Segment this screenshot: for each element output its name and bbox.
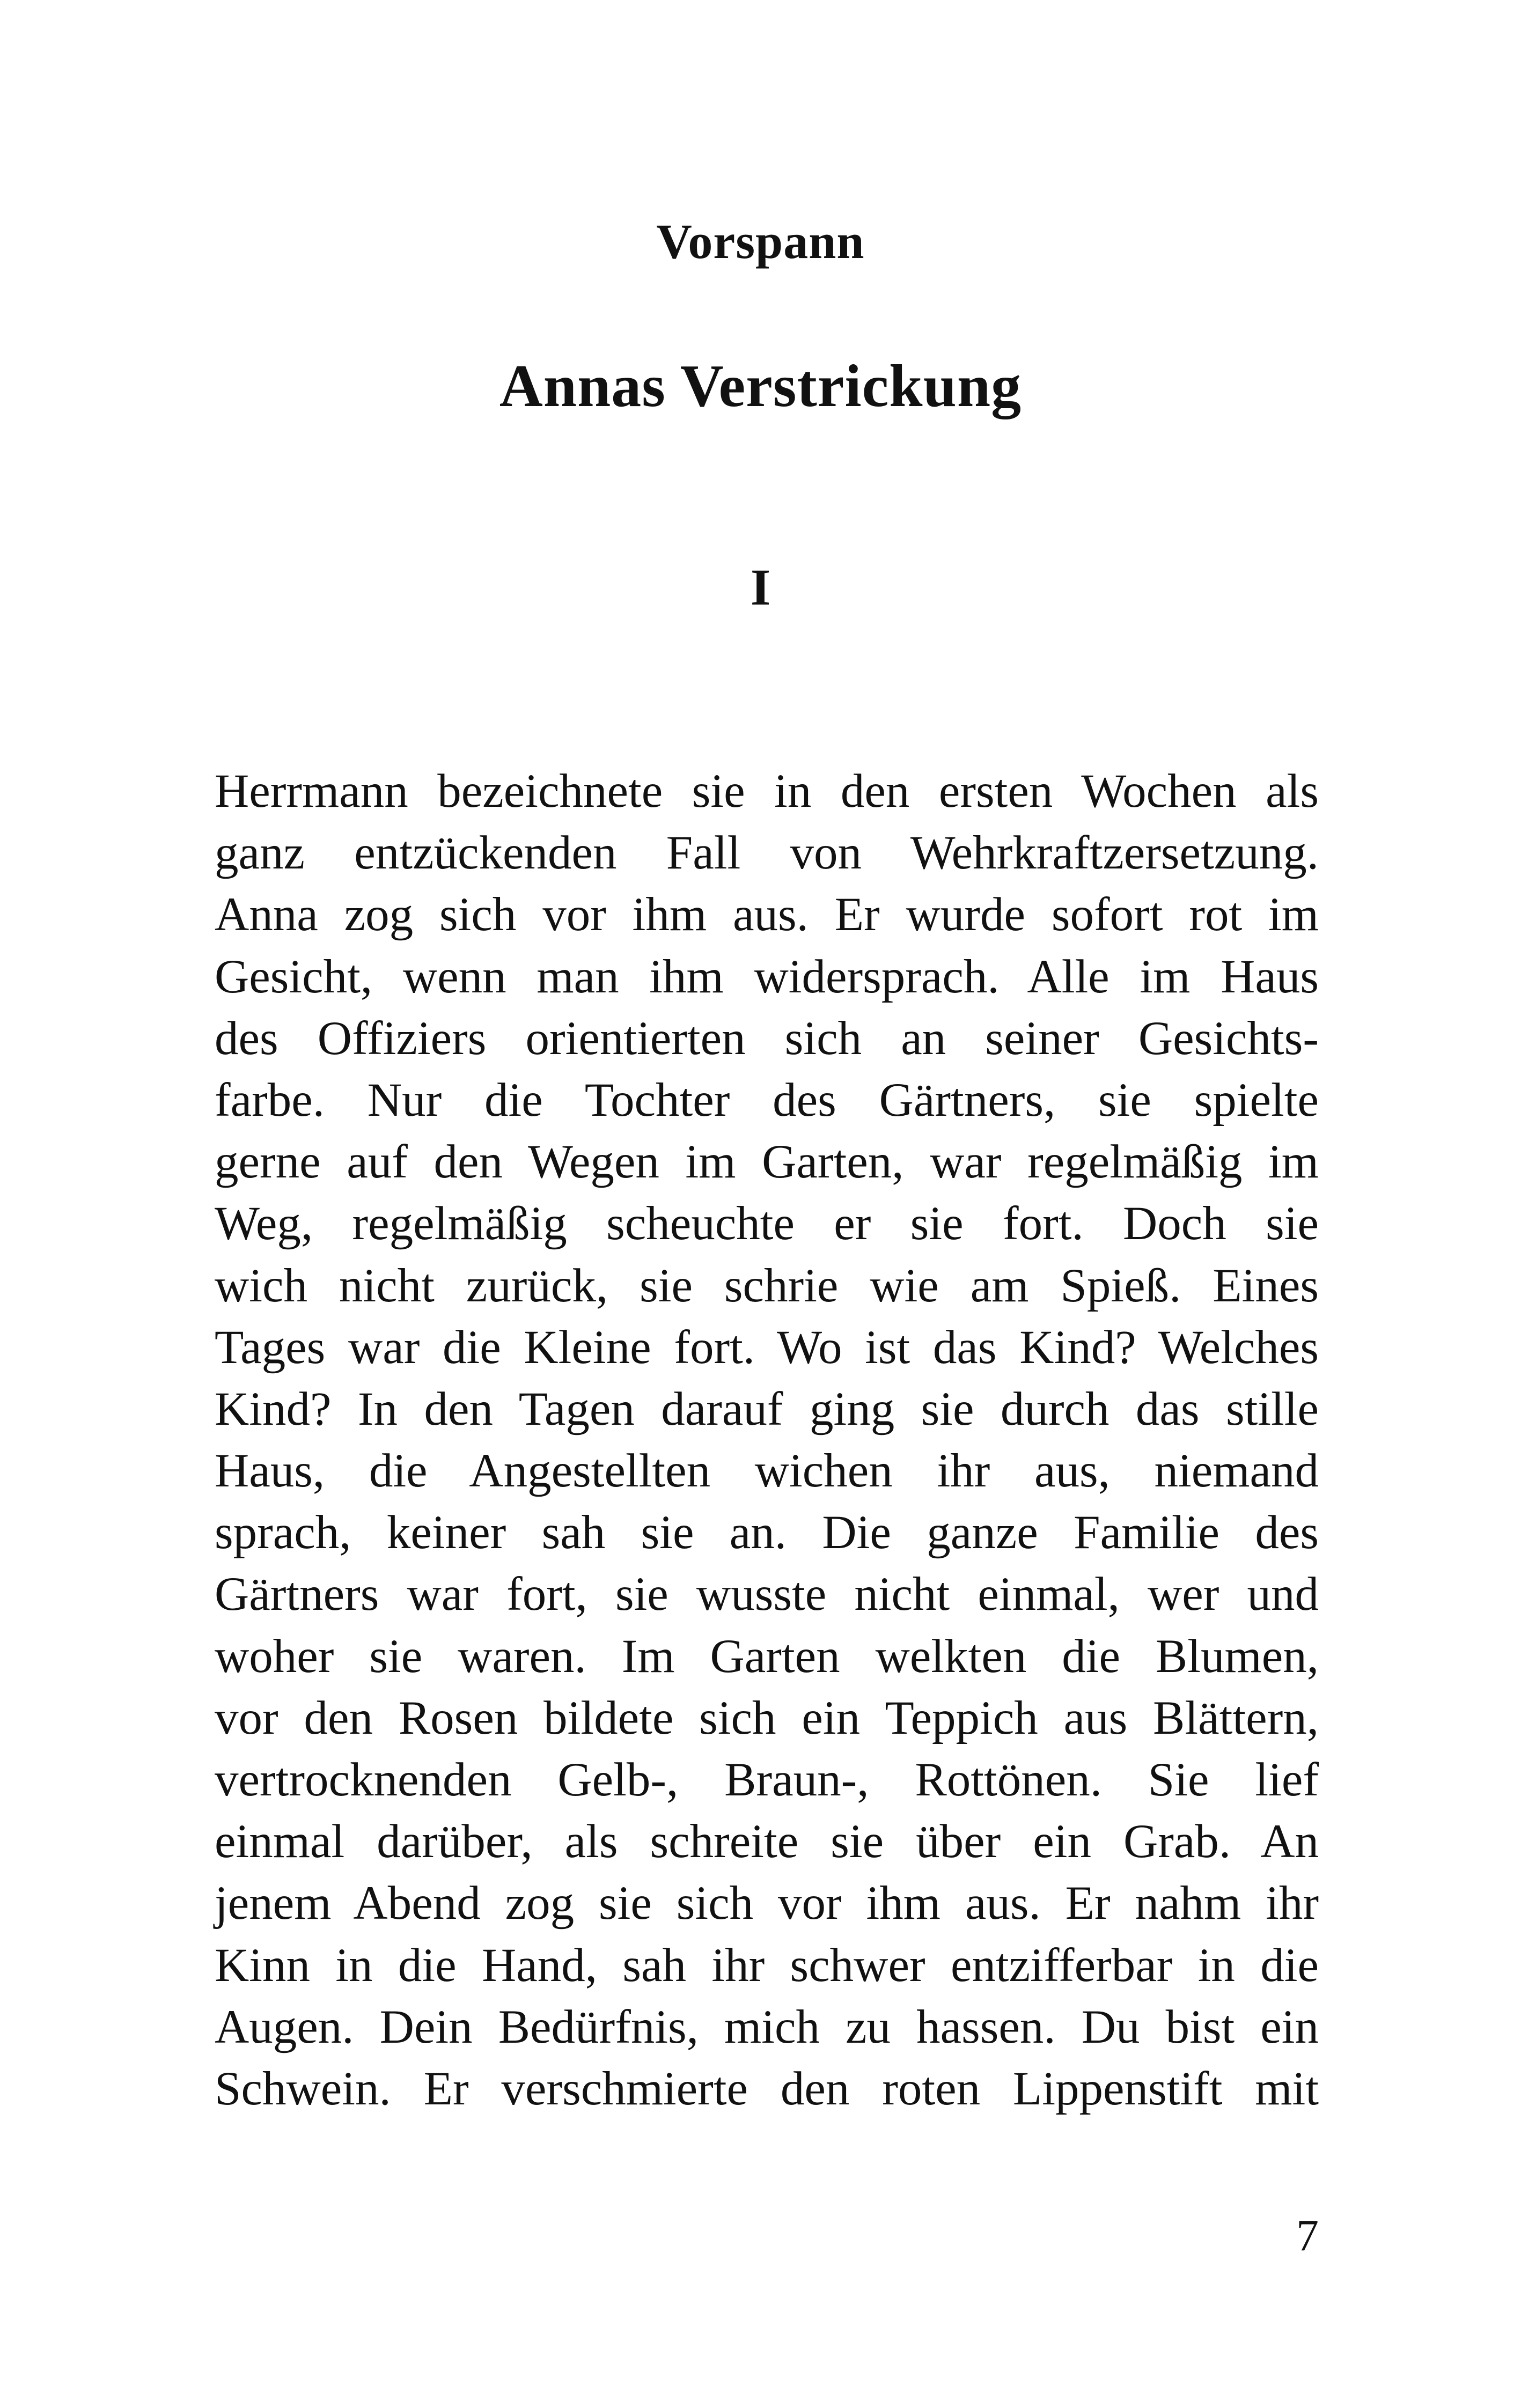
text-line: Kinn in die Hand, sah ihr schwer entzifferbar in die (215, 1939, 1319, 1992)
text-line: wich nicht zurück, sie schrie wie am Spieß. Eines (215, 1259, 1319, 1312)
text-line: farbe. Nur die Tochter des Gärtners, sie spielte (215, 1073, 1319, 1126)
text-line: Gesicht, wenn man ihm widersprach. Alle im Haus (215, 950, 1319, 1003)
text-line: jenem Abend zog sie sich vor ihm aus. Er nahm ihr (215, 1877, 1319, 1930)
text-line: vertrocknenden Gelb-, Braun-, Rottönen. Sie lief (215, 1754, 1319, 1806)
text-line: sprach, keiner sah sie an. Die ganze Familie des (215, 1506, 1319, 1559)
text-line: Augen. Dein Bedürfnis, mich zu hassen. Du bist ein (215, 2000, 1319, 2053)
text-line: Anna zog sich vor ihm aus. Er wurde sofort rot im (215, 888, 1319, 941)
text-line: Weg, regelmäßig scheuchte er sie fort. Doch sie (215, 1197, 1319, 1250)
text-line: woher sie waren. Im Garten welkten die Blumen, (215, 1630, 1319, 1683)
text-line: Tages war die Kleine fort. Wo ist das Kind? Welches (215, 1321, 1319, 1374)
text-line: Gärtners war fort, sie wusste nicht einmal, wer und (215, 1568, 1319, 1621)
page-number: 7 (1296, 2211, 1319, 2260)
text-line: gerne auf den Wegen im Garten, war regelmäßig im (215, 1136, 1319, 1189)
text-line: ganz entzückenden Fall von Wehrkraftzersetzung. (215, 827, 1319, 880)
text-line: Herrmann bezeichnete sie in den ersten Wochen als (215, 765, 1319, 818)
body-text (215, 761, 1319, 2120)
chapter-title: Annas Verstrickung (499, 353, 1022, 419)
text-line: Haus, die Angestellten wichen ihr aus, niemand (215, 1445, 1319, 1498)
text-line: einmal darüber, als schreite sie über ein Grab. An (215, 1815, 1319, 1868)
section-number: I (750, 558, 771, 616)
text-line: Schwein. Er verschmierte den roten Lippenstift mit (215, 2062, 1319, 2115)
text-line: des Offiziers orientierten sich an seiner Gesichts- (215, 1012, 1319, 1065)
text-line: Kind? In den Tagen darauf ging sie durch das stille (215, 1382, 1319, 1435)
chapter-kicker: Vorspann (656, 214, 865, 269)
text-line: vor den Rosen bildete sich ein Teppich aus Blättern, (215, 1691, 1319, 1744)
